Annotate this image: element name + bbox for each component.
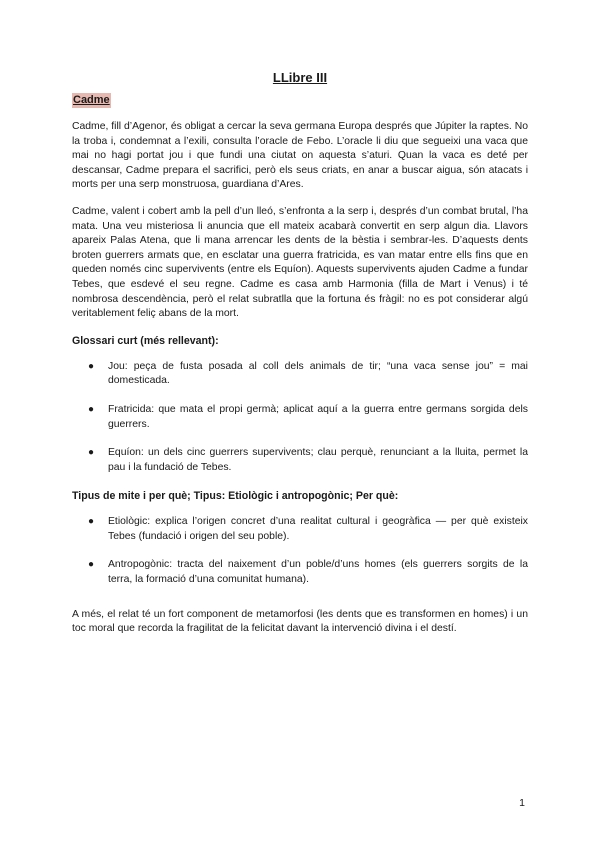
myth-type-text: Etiològic: explica l’origen concret d’una realitat cultural i geogràfica — per què existeix Tebes (fundació i origen del seu poble). <box>108 516 528 542</box>
document-page <box>72 70 528 649</box>
page-number: 1 <box>519 797 525 809</box>
glossary-item-text: Equíon: un dels cinc guerrers supervivents; clau perquè, renunciant a la lluita, permet la pau i la fundació de Tebes. <box>108 447 528 473</box>
bullet-icon: ● <box>88 559 95 571</box>
myth-type-list <box>72 515 528 587</box>
bullet-icon: ● <box>88 516 95 528</box>
glossary-item-text: Jou: peça de fusta posada al coll dels animals de tir; “una vaca sense jou” = mai domesticada. <box>108 360 528 387</box>
section-heading-cadme: Cadme <box>73 94 110 106</box>
glossary-list <box>72 360 528 476</box>
bullet-icon: ● <box>88 360 95 372</box>
paragraph-2: Cadme, valent i cobert amb la pell d’un lleó, s’enfronta a la serp i, després d’un combat brutal, l’ha mata. Una veu misteriosa li anuncia que ell mateix acabarà convertit en serp algun dia. Llavors apareix Palas Atena, que li mana arrencar les dents de la bèstia i sembrar-les. D’aquests dents broten guerrers armats que, en esclatar una guerra fratricida, es van matar entre ells fins que en queden només cinc supervivents (entre els Equíon). Aquests supervivents ajuden Cadme a fundar Tebes, que esdevé el seu regne. Cadme es casa amb Harmonia (filla de Mart i Venus) i té nombrosa descendència, però el relat subratlla que la fortuna és fràgil: no es pot considerar algú veritablement feliç abans de la mort. <box>72 205 528 320</box>
myth-type-text: Antropogònic: tracta del naixement d’un poble/d’uns homes (els guerrers sorgits de la terra, la formació d’una comunitat humana). <box>108 559 528 586</box>
bullet-icon: ● <box>88 403 95 415</box>
myth-type-etiologic <box>72 515 528 544</box>
glossary-item-jou <box>72 360 528 389</box>
glossary-heading: Glossari curt (més rellevant): <box>72 334 219 347</box>
glossary-item-text: Fratricida: que mata el propi germà; aplicat aquí a la guerra entre germans sorgida dels guerrers. <box>108 403 528 430</box>
bullet-icon: ● <box>88 447 95 459</box>
myth-type-heading: Tipus de mite i per què; Tipus: Etiològic i antropogònic; Per què: <box>72 490 399 503</box>
glossary-item-equion <box>72 446 528 475</box>
paragraph-1: Cadme, fill d’Agenor, és obligat a cercar la seva germana Europa després que Júpiter la raptes. No la troba i, condemnat a l’exili, consulta l’oracle de Febo. L’oracle li diu que segueixi una vaca que mai no hagi portat jou i que fundi una ciutat on aquesta s’aturi. Quan la vaca es deté per descansar, Cadme prepara el sacrifici, però els seus criats, en anar a buscar aigua, són atacats i morts per una serp monstruosa, guardiana d’Ares. <box>72 121 528 191</box>
glossary-item-fratricida <box>72 403 528 432</box>
closing-paragraph: A més, el relat té un fort component de metamorfosi (les dents que es transformen en homes) i un toc moral que recorda la fragilitat de la felicitat davant la intervenció divina i el destí. <box>72 608 528 635</box>
document-title: LLibre III <box>272 70 328 85</box>
myth-type-anthropogonic <box>72 558 528 587</box>
